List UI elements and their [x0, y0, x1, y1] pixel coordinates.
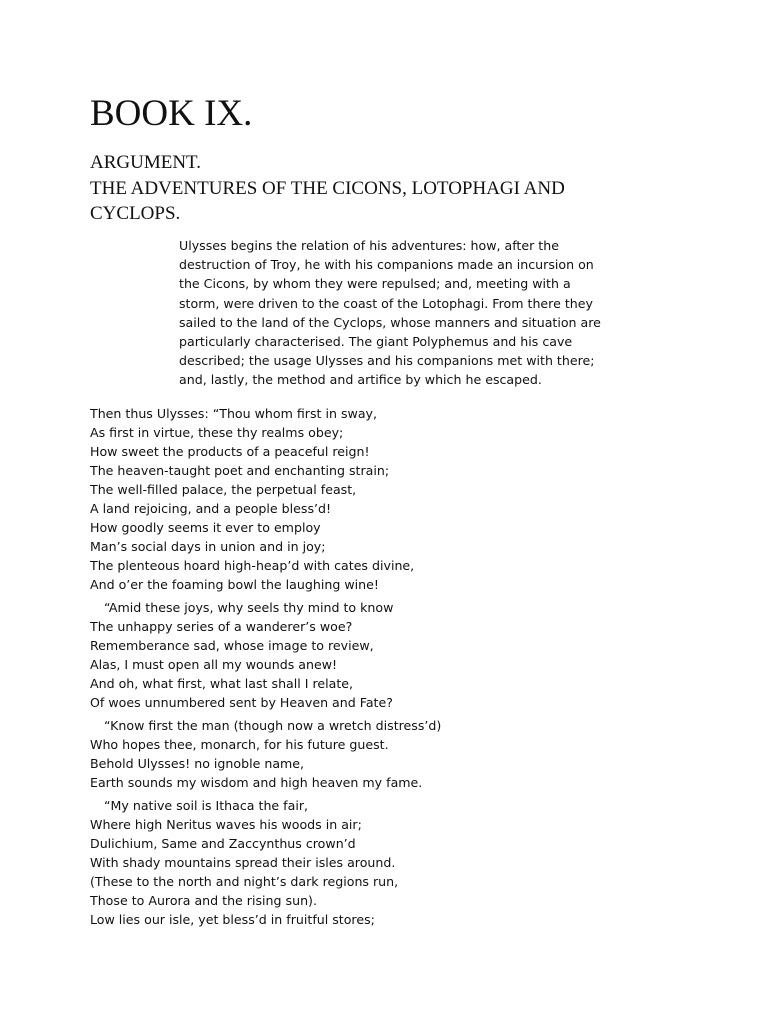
verse-line: Behold Ulysses! no ignoble name, — [90, 756, 305, 771]
verse-line: As first in virtue, these thy realms obey; — [90, 425, 344, 440]
stanza — [90, 796, 690, 929]
verse-line: Earth sounds my wisdom and high heaven my fame. — [90, 775, 423, 790]
verse-line: Those to Aurora and the rising sun). — [90, 893, 317, 908]
verse-line: The unhappy series of a wanderer’s woe? — [90, 619, 353, 634]
verse-line: Dulichium, Same and Zaccynthus crown’d — [90, 836, 356, 851]
verse-line: The well-filled palace, the perpetual feast, — [90, 482, 357, 497]
verse-line: Of woes unnumbered sent by Heaven and Fate? — [90, 695, 393, 710]
summary-line: destruction of Troy, he with his companions made an incursion on — [179, 257, 594, 273]
stanza — [90, 716, 690, 792]
verse-line: Who hopes thee, monarch, for his future guest. — [90, 737, 389, 752]
verse-line: Then thus Ulysses: “Thou whom first in sway, — [90, 406, 377, 421]
argument-summary — [179, 236, 609, 390]
verse-line: The heaven-taught poet and enchanting strain; — [90, 463, 390, 478]
verse-line: How goodly seems it ever to employ — [90, 520, 321, 535]
verse-line: Low lies our isle, yet bless’d in fruitful stores; — [90, 912, 375, 927]
verse-line: The plenteous hoard high-heap’d with cates divine, — [90, 558, 415, 573]
subtitle-line: CYCLOPS. — [90, 203, 181, 224]
argument-heading-block — [90, 150, 730, 227]
summary-line: particularly characterised. The giant Polyphemus and his cave — [179, 334, 573, 350]
stanza — [90, 404, 690, 594]
verse-line: Alas, I must open all my wounds anew! — [90, 657, 338, 672]
verse-line: And o’er the foaming bowl the laughing wine! — [90, 577, 379, 592]
argument-heading: ARGUMENT. — [90, 152, 202, 173]
summary-line: described; the usage Ulysses and his companions met with there; — [179, 353, 595, 369]
stanza — [90, 598, 690, 712]
verse-line: “Amid these joys, why seels thy mind to know — [104, 600, 394, 615]
subtitle-line: THE ADVENTURES OF THE CICONS, LOTOPHAGI AND — [90, 177, 565, 199]
summary-line: and, lastly, the method and artifice by which he escaped. — [179, 372, 542, 388]
verse-line: Where high Neritus waves his woods in air; — [90, 817, 362, 832]
verse-line: Man’s social days in union and in joy; — [90, 539, 326, 554]
verse-line: (These to the north and night’s dark regions run, — [90, 874, 399, 889]
verse-line: How sweet the products of a peaceful reign! — [90, 444, 370, 459]
verse-line: And oh, what first, what last shall I relate, — [90, 676, 354, 691]
book-title: BOOK IX. — [90, 93, 253, 134]
verse-line: Rememberance sad, whose image to review, — [90, 638, 374, 653]
summary-line: storm, were driven to the coast of the Lotophagi. From there they — [179, 295, 593, 311]
verse-line: With shady mountains spread their isles around. — [90, 855, 396, 870]
poem-body — [90, 404, 690, 929]
verse-line: “Know first the man (though now a wretch distress’d) — [104, 718, 442, 733]
verse-line: A land rejoicing, and a people bless’d! — [90, 501, 332, 516]
summary-line: the Cicons, by whom they were repulsed; and, meeting with a — [179, 276, 571, 292]
summary-line: sailed to the land of the Cyclops, whose manners and situation are — [179, 314, 601, 330]
summary-line: Ulysses begins the relation of his adventures: how, after the — [179, 238, 559, 253]
verse-line: “My native soil is Ithaca the fair, — [104, 798, 309, 813]
